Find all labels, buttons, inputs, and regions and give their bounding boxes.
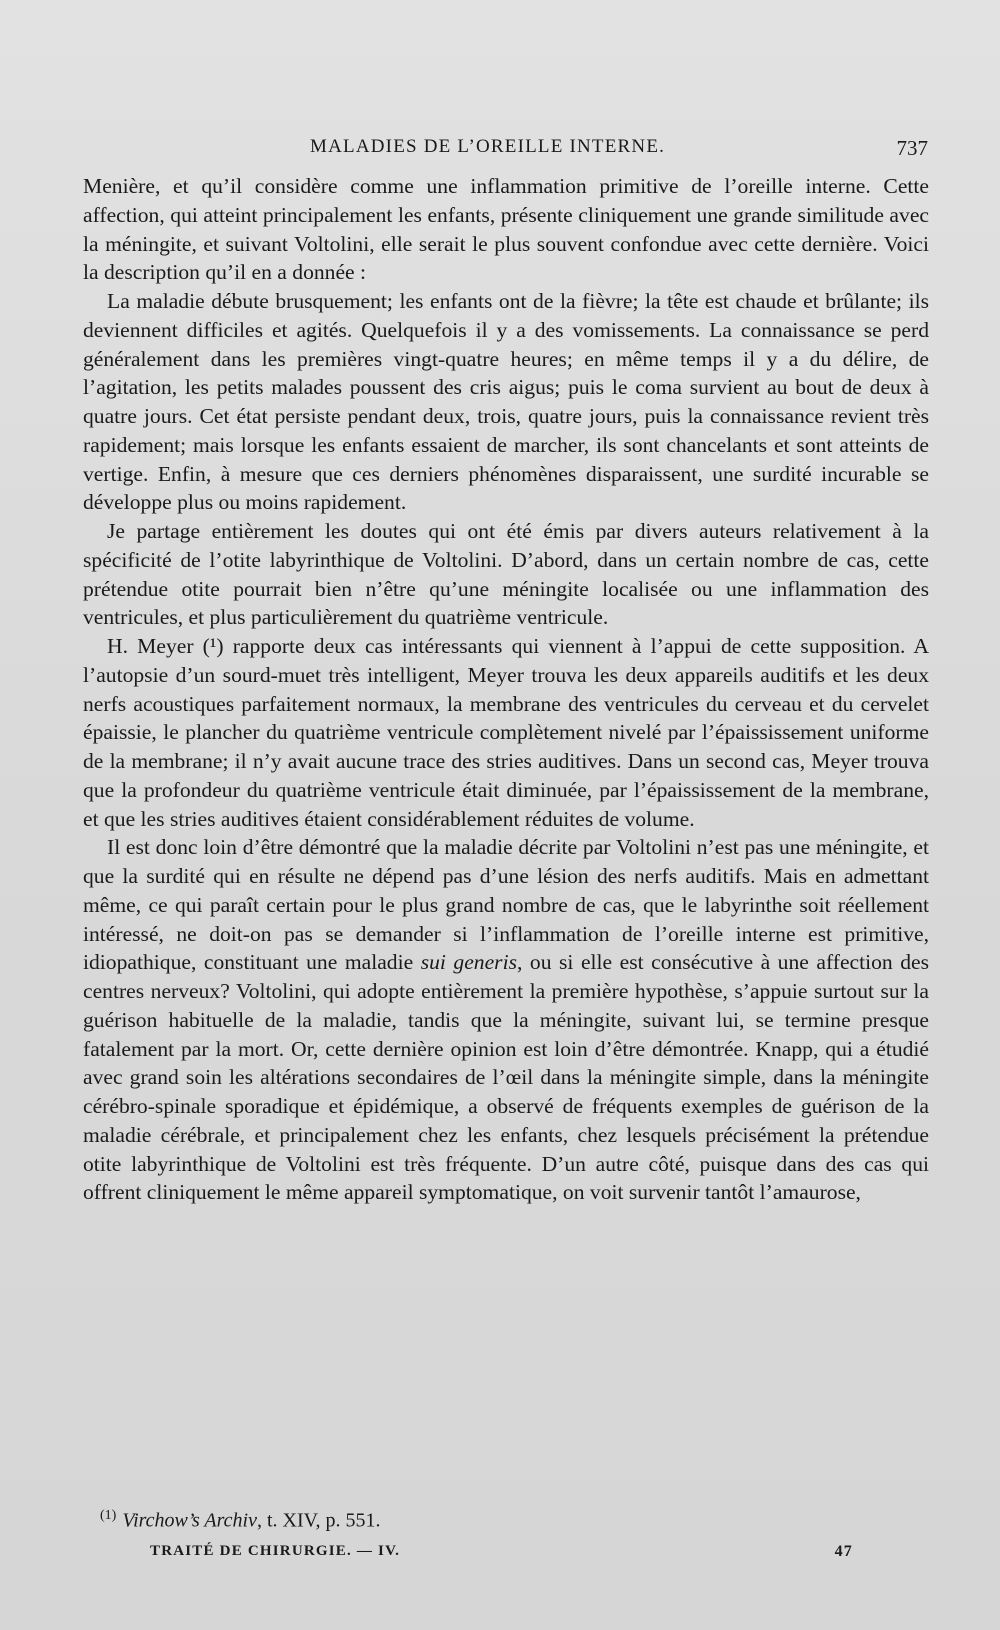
text-run: Je partage entièrement les doutes qui ont été émis par divers auteurs relativement à la spécificité de l’otite labyrinthique de Voltolini. D’abord, dans un certain nombre de cas, cette prétendue otite pourrait bien n’être qu’une méningite localisée ou une inflammation des ventricules, et plus particulièrement du quatrième ventricule. bbox=[83, 519, 929, 630]
paragraph-p3 bbox=[83, 517, 929, 632]
signature-line bbox=[150, 1543, 853, 1560]
paragraph-p5 bbox=[83, 833, 929, 1207]
footnote-marker: (1) bbox=[100, 1508, 117, 1523]
paragraph-p1 bbox=[83, 172, 929, 287]
running-title: MALADIES DE L’OREILLE INTERNE. bbox=[310, 136, 666, 157]
signature-label: TRAITÉ DE CHIRURGIE. — IV. bbox=[150, 1543, 401, 1559]
text-run: Il est donc loin d’être démontré que la maladie décrite par Voltolini n’est pas une méningite, et que la surdité qui en résulte ne dépend pas d’une lésion des nerfs auditifs. Mais en admettant même, ce qui paraît certain pour le plus grand nombre de cas, que le labyrinthe soit réellement intéressé, ne doit-on pas se demander si l’inflammation de l’oreille interne est primitive, idiopathique, constituant une maladie bbox=[83, 835, 929, 975]
page-header bbox=[0, 136, 1000, 166]
text-run: Menière, et qu’il considère comme une inflammation primitive de l’oreille interne. Cette affection, qui atteint principalement les enfants, présente cliniquement une grande similitude avec la méningite, et suivant Voltolini, elle serait le plus souvent confondue avec cette dernière. Voici la description qu’il en a donnée : bbox=[83, 174, 929, 285]
italic-phrase: sui generis bbox=[420, 950, 517, 975]
footnote-source: Virchow’s Archiv bbox=[122, 1509, 257, 1532]
page-number: 737 bbox=[896, 136, 928, 160]
paragraph-p4 bbox=[83, 632, 929, 833]
footnote-reference: , t. XIV, p. 551. bbox=[256, 1509, 381, 1532]
paragraph-p2 bbox=[83, 287, 929, 517]
signature-number: 47 bbox=[834, 1543, 853, 1560]
footnote bbox=[100, 1508, 381, 1533]
text-run: H. Meyer (¹) rapporte deux cas intéressants qui viennent à l’appui de cette supposition. A l’autopsie d’un sourd-muet très intelligent, Meyer trouva les deux appareils auditifs et les deux nerfs acoustiques parfaitement normaux, la membrane des ventricules du cerveau et du cervelet épaissie, le plancher du quatrième ventricule complètement nivelé par l’épaississement uniforme de la membrane; il n’y avait aucune trace des stries auditives. Dans un second cas, Meyer trouva que la profondeur du quatrième ventricule était diminuée, par l’épaississement de la membrane, et que les stries auditives étaient considérablement réduites de volume. bbox=[83, 634, 929, 831]
text-run: La maladie débute brusquement; les enfants ont de la fièvre; la tête est chaude et brûlante; ils deviennent difficiles et agités. Quelquefois il y a des vomissements. La connaissance se perd généralement dans les premières vingt-quatre heures; en même temps il y a du délire, de l’agitation, les petits malades poussent des cris aigus; puis le coma survient au bout de deux à quatre jours. Cet état persiste pendant deux, trois, quatre jours, puis la connaissance revient très rapidement; mais lorsque les enfants essaient de marcher, ils sont chancelants et sont atteints de vertige. Enfin, à mesure que ces derniers phénomènes disparaissent, une surdité incurable se développe plus ou moins rapidement. bbox=[83, 289, 929, 515]
body-text bbox=[83, 172, 929, 1207]
text-run: , ou si elle est consécutive à une affection des centres nerveux? Voltolini, qui adopte entièrement la première hypothèse, s’appuie surtout sur la guérison habituelle de la maladie, tandis que la méningite, suivant lui, se termine presque fatalement par la mort. Or, cette dernière opinion est loin d’être démontrée. Knapp, qui a étudié avec grand soin les altérations secondaires de l’œil dans la méningite simple, dans la méningite cérébro-spinale sporadique et épidémique, a observé de fréquents exemples de guérison de la maladie cérébrale, et principalement chez les enfants, chez lesquels précisément la prétendue otite labyrinthique de Voltolini est très fréquente. D’un autre côté, puisque dans des cas qui offrent cliniquement le même appareil symptomatique, on voit survenir tantôt l’amaurose, bbox=[83, 950, 930, 1205]
